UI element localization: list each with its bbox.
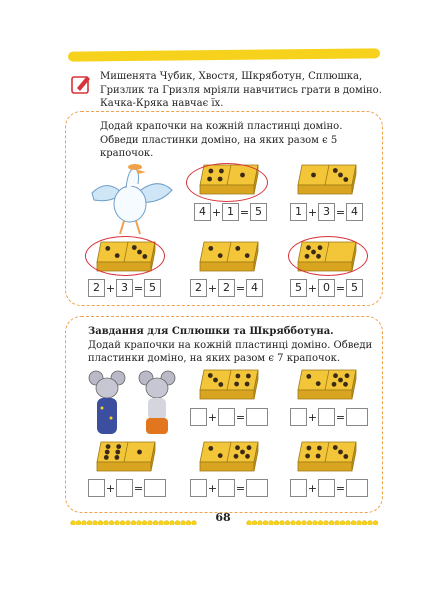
- plus-sign: +: [307, 410, 318, 424]
- footer-dot: [351, 521, 356, 525]
- domino-pip: [235, 445, 240, 450]
- domino-tile: [196, 440, 262, 478]
- equation-addend-b[interactable]: [218, 408, 235, 426]
- footer-dot: [137, 521, 142, 525]
- equation: [190, 408, 268, 426]
- page-number: 68: [215, 511, 231, 524]
- footer-dot: [148, 521, 153, 525]
- footer-dot: [71, 521, 76, 525]
- equation-addend-b[interactable]: [318, 408, 335, 426]
- domino-drawing: [196, 368, 262, 402]
- plus-sign: +: [207, 410, 218, 424]
- footer-dot: [252, 521, 257, 525]
- plus-sign: +: [207, 281, 218, 295]
- domino-pip: [246, 374, 251, 379]
- domino-pip: [343, 454, 348, 459]
- equals-sign: =: [239, 205, 250, 219]
- domino-tile: [294, 163, 360, 201]
- goose-illustration: [82, 158, 177, 238]
- equation-addend-a[interactable]: 2: [88, 279, 105, 297]
- domino-drawing: [294, 163, 360, 197]
- answer-circle: [288, 236, 368, 276]
- domino-pip: [316, 454, 321, 459]
- equation: [190, 279, 263, 297]
- domino-pip: [338, 450, 343, 455]
- equation-addend-a[interactable]: [290, 479, 307, 497]
- equals-sign: =: [335, 410, 346, 424]
- domino-drawing: [294, 440, 360, 474]
- footer-dot: [164, 521, 169, 525]
- equation: [290, 279, 363, 297]
- domino-tile: [196, 368, 262, 406]
- equation-result[interactable]: [246, 479, 268, 497]
- plus-sign: +: [307, 481, 318, 495]
- equals-sign: =: [335, 281, 346, 295]
- equation-addend-a[interactable]: [290, 408, 307, 426]
- intro-text: Мишенята Чубик, Хвостя, Шкряботун, Сплюшка, Гризлик та Гризля мріяли навчитись грати в доміно. Качка-Кряка навчає їх.: [100, 71, 382, 109]
- domino-side-face: [200, 390, 254, 399]
- domino-side-face: [298, 185, 352, 194]
- footer-dot: [159, 521, 164, 525]
- footer-dot: [274, 521, 279, 525]
- plus-sign: +: [105, 281, 116, 295]
- domino-drawing: [294, 368, 360, 402]
- domino-pip: [208, 246, 213, 251]
- domino-tile: [196, 240, 262, 278]
- task2-text: Додай крапочки на кожній пластинці доміно. Обведи пластинки доміно, на яких разом є 7 крапочок.: [88, 339, 373, 364]
- footer-dot: [340, 521, 345, 525]
- equation: [290, 203, 363, 221]
- domino-pip: [213, 378, 218, 383]
- domino-pip: [333, 168, 338, 173]
- domino-drawing: [196, 440, 262, 474]
- equation-result[interactable]: [144, 479, 166, 497]
- footer-dot: [109, 521, 114, 525]
- domino-pip: [208, 373, 213, 378]
- footer-dot: [373, 521, 378, 525]
- footer-dot: [346, 521, 351, 525]
- equation-result[interactable]: 4: [346, 203, 363, 221]
- footer-dot: [186, 521, 191, 525]
- equation-addend-a[interactable]: 5: [290, 279, 307, 297]
- domino-pip: [343, 382, 348, 387]
- answer-circle: [186, 163, 268, 202]
- domino-pip: [235, 246, 240, 251]
- footer-dot: [280, 521, 285, 525]
- equals-sign: =: [235, 410, 246, 424]
- footer-dot: [87, 521, 92, 525]
- footer-dot: [192, 521, 197, 525]
- domino-pip: [332, 382, 337, 387]
- footer-dot: [318, 521, 323, 525]
- domino-tile: [294, 368, 360, 406]
- equation-addend-b[interactable]: [116, 479, 133, 497]
- domino-pip: [234, 454, 239, 459]
- footer-dot: [291, 521, 296, 525]
- domino-pip: [247, 445, 252, 450]
- domino-pip: [338, 173, 343, 178]
- equals-sign: =: [335, 481, 346, 495]
- footer-dot: [131, 521, 136, 525]
- footer-dot: [98, 521, 103, 525]
- equation: [290, 479, 368, 497]
- equation-addend-a[interactable]: 1: [290, 203, 307, 221]
- footer-dot: [313, 521, 318, 525]
- equation-result[interactable]: [246, 408, 268, 426]
- footer-dot: [335, 521, 340, 525]
- equation-result[interactable]: 5: [346, 279, 363, 297]
- footer-dot: [247, 521, 252, 525]
- equation-addend-a[interactable]: [88, 479, 105, 497]
- footer-decorative-dots-left: [70, 519, 200, 525]
- domino-pip: [218, 253, 223, 258]
- domino-pip: [218, 382, 223, 387]
- equation-result[interactable]: 4: [246, 279, 263, 297]
- domino-side-face: [97, 462, 151, 471]
- domino-pip: [104, 455, 109, 460]
- equation-addend-b[interactable]: [318, 479, 335, 497]
- footer-decorative-dots-right: [246, 519, 381, 525]
- footer-dot: [324, 521, 329, 525]
- domino-pip: [137, 450, 142, 455]
- footer-dot: [307, 521, 312, 525]
- footer-dot: [368, 521, 373, 525]
- domino-pip: [115, 450, 120, 455]
- equation-result[interactable]: [346, 479, 368, 497]
- plus-sign: +: [211, 205, 222, 219]
- footer-dot: [175, 521, 180, 525]
- domino-side-face: [298, 390, 352, 399]
- footer-dot: [263, 521, 268, 525]
- domino-pip: [316, 381, 321, 386]
- footer-dot: [153, 521, 158, 525]
- plus-sign: +: [307, 281, 318, 295]
- domino-pip: [105, 450, 110, 455]
- task2-title: Завдання для Сплюшки та Шкрябботуна.: [88, 326, 334, 337]
- equation: [88, 279, 161, 297]
- equation-result[interactable]: [346, 408, 368, 426]
- equals-sign: =: [335, 205, 346, 219]
- domino-pip: [306, 374, 311, 379]
- footer-dot: [357, 521, 362, 525]
- equation-addend-a[interactable]: 2: [190, 279, 207, 297]
- domino-pip: [240, 450, 245, 455]
- equation-result[interactable]: 5: [250, 203, 267, 221]
- footer-dot: [302, 521, 307, 525]
- equation-addend-b[interactable]: [218, 479, 235, 497]
- plus-sign: +: [207, 481, 218, 495]
- domino-pip: [245, 382, 250, 387]
- answer-circle: [85, 236, 165, 276]
- footer-dot: [329, 521, 334, 525]
- footer-dot: [285, 521, 290, 525]
- domino-pip: [245, 253, 250, 258]
- equals-sign: =: [133, 481, 144, 495]
- task1-text: Додай крапочки на кожній пластинці доміно. Обведи пластинки доміно, на яких разом є 5 крапочок.: [100, 121, 343, 159]
- footer-dot: [115, 521, 120, 525]
- domino-pip: [236, 374, 241, 379]
- domino-pip: [345, 373, 350, 378]
- equation-addend-a[interactable]: 4: [194, 203, 211, 221]
- domino-pip: [338, 378, 343, 383]
- footer-dot: [362, 521, 367, 525]
- equation-addend-a[interactable]: [190, 408, 207, 426]
- domino-pip: [218, 453, 223, 458]
- domino-pip: [333, 445, 338, 450]
- equation-addend-b[interactable]: 1: [222, 203, 239, 221]
- equation-addend-b[interactable]: 0: [318, 279, 335, 297]
- footer-dot: [120, 521, 125, 525]
- footer-dot: [93, 521, 98, 525]
- domino-tile: [294, 440, 360, 478]
- equals-sign: =: [235, 481, 246, 495]
- equation: [88, 479, 166, 497]
- domino-pip: [245, 454, 250, 459]
- task2-text-block: [88, 325, 378, 366]
- pencil-task-icon: [70, 73, 92, 95]
- top-decorative-line: [68, 48, 380, 61]
- domino-tile: [93, 440, 159, 478]
- domino-pip: [333, 373, 338, 378]
- domino-pip: [208, 446, 213, 451]
- domino-pip: [305, 454, 310, 459]
- plus-sign: +: [105, 481, 116, 495]
- equation-result[interactable]: 5: [144, 279, 161, 297]
- domino-pip: [106, 444, 111, 449]
- equation: [194, 203, 267, 221]
- domino-pip: [343, 177, 348, 182]
- equation: [190, 479, 268, 497]
- footer-dot: [126, 521, 131, 525]
- equation: [290, 408, 368, 426]
- domino-pip: [115, 455, 120, 460]
- footer-dot: [296, 521, 301, 525]
- plus-sign: +: [307, 205, 318, 219]
- domino-pip: [307, 446, 312, 451]
- footer-dot: [170, 521, 175, 525]
- domino-side-face: [298, 462, 352, 471]
- equation-addend-b[interactable]: 3: [318, 203, 335, 221]
- domino-pip: [311, 173, 316, 178]
- equation-addend-b[interactable]: 2: [218, 279, 235, 297]
- domino-drawing: [196, 240, 262, 274]
- domino-pip: [317, 446, 322, 451]
- footer-dot: [76, 521, 81, 525]
- footer-dot: [104, 521, 109, 525]
- equation-addend-a[interactable]: [190, 479, 207, 497]
- equation-addend-b[interactable]: 3: [116, 279, 133, 297]
- equals-sign: =: [235, 281, 246, 295]
- domino-side-face: [200, 262, 254, 271]
- domino-side-face: [200, 462, 254, 471]
- domino-drawing: [93, 440, 159, 474]
- footer-dot: [142, 521, 147, 525]
- domino-pip: [234, 382, 239, 387]
- mice-illustration: [86, 368, 182, 440]
- equals-sign: =: [133, 281, 144, 295]
- footer-dot: [82, 521, 87, 525]
- domino-pip: [116, 444, 121, 449]
- footer-dot: [181, 521, 186, 525]
- footer-dot: [269, 521, 274, 525]
- footer-dot: [258, 521, 263, 525]
